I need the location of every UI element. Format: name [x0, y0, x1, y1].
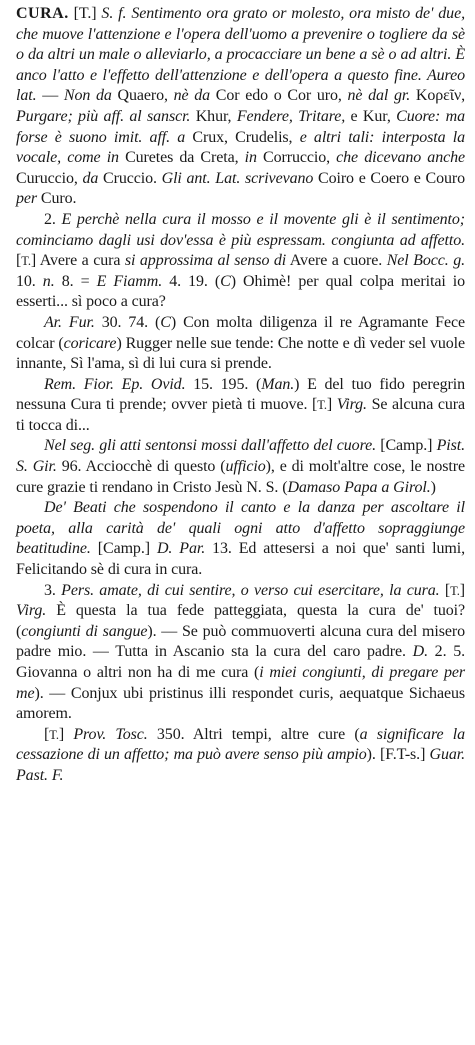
italic-text: coricare — [63, 334, 117, 352]
italic-text: n. — [42, 272, 55, 290]
italic-text: per — [16, 190, 38, 208]
text-run: T. — [450, 583, 460, 598]
entry-paragraph — [16, 725, 465, 787]
text-run: 30. 74. ( — [94, 313, 161, 331]
italic-text: Pist. S. Gir. — [16, 437, 465, 476]
text-run: ), e di molt'altre cose, le nostre cure grazie ti rendano in Cristo Jesù N. S. ( — [16, 458, 465, 496]
text-run: Curo. — [37, 190, 77, 208]
text-run: [T.] — [68, 5, 102, 22]
text-run: 3. — [44, 581, 62, 599]
text-run: ] Avere a cura — [30, 252, 125, 270]
italic-text: nè dal gr. — [347, 87, 411, 105]
italic-text: Fendere, Tritare, — [236, 107, 346, 125]
entry-paragraph — [16, 498, 465, 580]
italic-text: a significare la cessazione di un affetto; ma può avere senso più ampio — [16, 725, 465, 764]
text-run: Crux, Crudelis, — [185, 128, 300, 146]
italic-text: da — [82, 169, 99, 187]
italic-text: Gli ant. Lat. scrivevano — [161, 169, 314, 187]
entry-paragraph — [16, 436, 465, 498]
text-run: ). — Conjux ubi pristinus illi respondet curis, aequatque Sichaeus amorem. — [16, 684, 465, 723]
text-run: Se alcuna cura ti tocca di... — [16, 396, 465, 434]
text-run: ) Con molta diligenza il re Agramante Fece colcar ( — [16, 313, 465, 352]
italic-text: e altri tali: interposta la vocale, come in — [16, 128, 465, 167]
italic-text: Virg. — [336, 396, 367, 414]
text-run: Khur, — [190, 107, 237, 125]
italic-text: E perchè nella cura il mosso e il movente gli è il sentimento; cominciamo dagli usi dov'essa è più espressam. congiunta ad affetto. — [16, 210, 465, 249]
italic-text: De' Beati che sospendono il canto e la danza per ascoltare il poeta, alla carità de' quali ogni atto d'affetto sopraggiunge beatitudine. — [16, 499, 465, 558]
text-run: [ — [16, 252, 22, 270]
italic-text: Prov. Tosc. — [73, 725, 148, 743]
text-run: Curetes da Creta, — [118, 149, 245, 167]
text-run: 10. — [16, 272, 43, 290]
text-run: [ — [439, 581, 451, 599]
text-run: T. — [317, 398, 327, 413]
headword: CURA. — [16, 5, 69, 22]
text-run: ) E del tuo fido peregrin nessuna Cura ti prende; ovver pietà ti muove. [ — [16, 375, 465, 414]
text-run: ) Rugger nelle sue tende: Che notte e dì veder sel vuole innante, Sì l'ama, sì di lui cura si prende. — [16, 334, 466, 373]
text-run: 96. Acciocchè di questo ( — [56, 458, 226, 476]
italic-text: ufficio — [225, 458, 266, 476]
italic-text: Purgare; più aff. al sanscr. — [16, 107, 191, 125]
italic-text: i miei congiunti, di pregare per me — [16, 664, 465, 702]
text-run: Coiro e Coero e Couro — [313, 169, 466, 187]
italic-text: Damaso Papa a Girol. — [287, 478, 431, 496]
italic-text: D. Par. — [156, 540, 206, 558]
italic-text: Nel seg. gli atti sentonsi mossi dall'affetto del cuore. — [44, 437, 377, 455]
text-run: ) — [430, 478, 436, 496]
text-run: Avere a cuore. — [286, 252, 387, 270]
italic-text: Virg. — [16, 602, 47, 620]
italic-text: che dicevano anche — [336, 149, 465, 167]
text-run: 8. = — [54, 272, 97, 290]
italic-text: S. f. Sentimento ora grato or molesto, ora misto de' due, che muove l'attenzione e l'opera dell'uomo a prevenire o togliere da sè o da altri un male o alleviarlo, a procacciare un bene a sè o ad altri. È anco l'atto e l'effetto dell'attenzione e dell'opera a questo fine. Aureo lat. — [16, 5, 465, 105]
text-run: [Camp.] — [90, 540, 157, 558]
italic-text: si approssima al senso di — [124, 252, 287, 270]
dictionary-entry-cura — [16, 4, 465, 787]
italic-text: Guar. Past. F. — [16, 746, 465, 784]
italic-text: Man. — [261, 375, 295, 393]
italic-text: Ar. Fur. — [44, 313, 95, 331]
text-run: Corruccio, — [256, 149, 337, 167]
italic-text: congiunti di sangue — [21, 622, 148, 640]
entry-paragraph — [16, 4, 465, 210]
text-run: 13. Ed attesersi a noi que' santi lumi, Felicitando sè di cura in cura. — [16, 540, 465, 579]
text-run: ). [F.T-s.] — [366, 746, 430, 764]
italic-text: C — [160, 313, 171, 331]
text-run: ] — [58, 725, 74, 743]
italic-text: E Fiamm. — [96, 272, 163, 290]
italic-text: Rem. Fior. Ep. Ovid. — [44, 375, 186, 393]
italic-text: nè da — [173, 87, 211, 105]
italic-text: Cuore: ma forse è suono imit. aff. a — [16, 107, 465, 146]
text-run: Cor edo o Cor uro, — [210, 87, 348, 105]
text-run: ] — [459, 581, 465, 599]
text-run: 15. 195. ( — [185, 375, 262, 393]
text-run: 2. 5. Giovanna o altri non ha di me cura ( — [16, 643, 465, 681]
italic-text: D. — [412, 643, 428, 661]
italic-text: Non da — [63, 87, 112, 105]
text-run: ) Ohimè! per qual colpa meritai io esserti... sì poco a cura? — [16, 272, 465, 311]
italic-text: Pers. amate, di cui sentire, o verso cui esercitare, la cura. — [61, 581, 440, 599]
text-run: Curuccio, — [16, 169, 83, 187]
entry-paragraph — [16, 210, 465, 313]
text-run: e Kur, — [345, 107, 397, 125]
text-run: 4. 19. ( — [162, 272, 221, 290]
text-run: 350. Altri tempi, altre cure ( — [147, 725, 360, 743]
text-run: È questa la tua fede patteggiata, questa la cura de' tuoi? ( — [16, 602, 465, 640]
italic-text: C — [220, 272, 231, 290]
text-run: 2. — [44, 210, 62, 228]
entry-paragraph — [16, 375, 465, 437]
text-run: [Camp.] — [376, 437, 437, 455]
text-run: Cruccio. — [98, 169, 162, 187]
entry-paragraph — [16, 313, 465, 375]
entry-paragraph — [16, 581, 465, 725]
text-run: [ — [44, 725, 50, 743]
text-run: Κορεῖν, — [410, 87, 466, 105]
text-run: — — [36, 87, 64, 105]
text-run: ] — [326, 396, 337, 414]
italic-text: Nel Bocc. g. — [386, 252, 465, 270]
text-run: ). — Se può commuoverti alcuna cura del misero padre mio. — Tutta in Ascanio sta la cura del caro padre. — [16, 622, 466, 661]
italic-text: in — [244, 149, 257, 167]
text-run: Quaero, — [111, 87, 174, 105]
text-run: T. — [21, 254, 31, 269]
text-run: T. — [49, 727, 59, 742]
